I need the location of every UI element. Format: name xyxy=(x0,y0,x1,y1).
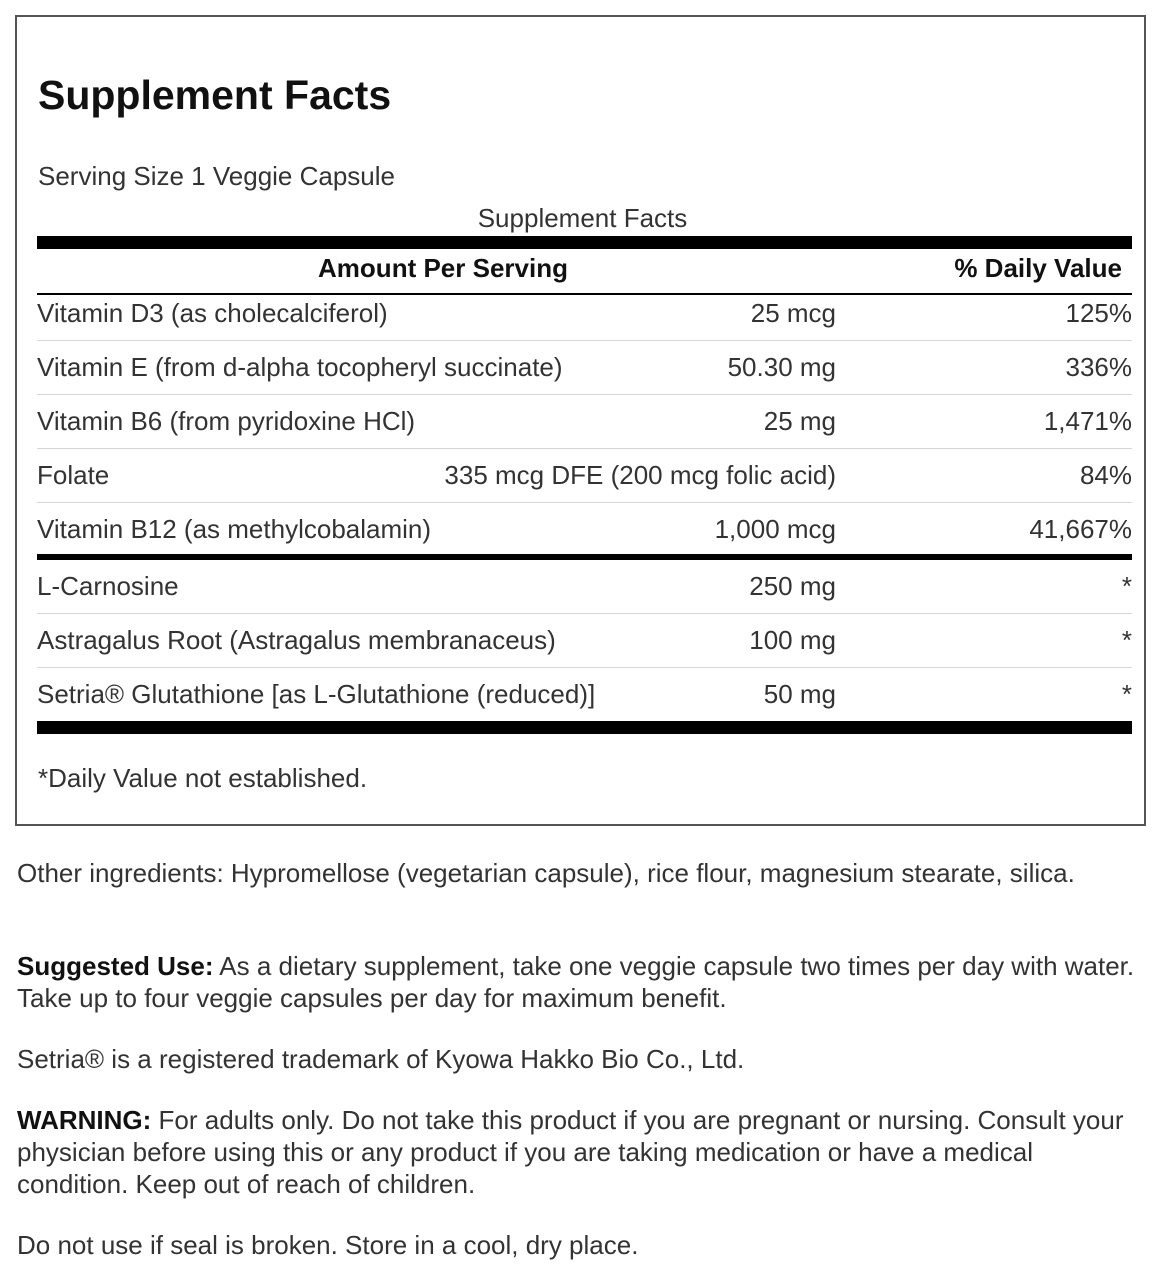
nutrient-daily-value: 336% xyxy=(1065,352,1132,382)
thick-divider-bottom xyxy=(37,721,1132,734)
nutrient-name: Setria® Glutathione [as L-Glutathione (reduced)] xyxy=(37,679,596,709)
table-row xyxy=(37,287,1132,341)
nutrient-amount: 50 mg xyxy=(763,679,836,709)
nutrient-amount: 50.30 mg xyxy=(727,352,836,382)
nutrient-name: Vitamin D3 (as cholecalciferol) xyxy=(37,298,388,328)
serving-size: Serving Size 1 Veggie Capsule xyxy=(38,161,396,191)
table-row xyxy=(37,560,1132,614)
nutrient-daily-value: 1,471% xyxy=(1043,406,1132,436)
nutrient-amount: 1,000 mcg xyxy=(714,514,836,544)
other-ingredients: Other ingredients: Hypromellose (vegetarian capsule), rice flour, magnesium stearate, silica. xyxy=(17,858,1075,888)
nutrient-name: Astragalus Root (Astragalus membranaceus) xyxy=(37,625,556,655)
suggested-use-text: As a dietary supplement, take one veggie capsule two times per day with water. Take up to four veggie capsules per day for maximum benefit. xyxy=(17,951,1135,1013)
nutrient-amount: 100 mg xyxy=(749,625,836,655)
nutrient-name: Vitamin E (from d-alpha tocopheryl succinate) xyxy=(37,352,563,382)
daily-value-footnote: *Daily Value not established. xyxy=(38,763,368,793)
table-row xyxy=(37,668,1132,721)
nutrient-daily-value: * xyxy=(1121,625,1132,655)
panel-subtitle: Supplement Facts xyxy=(477,203,688,233)
suggested-use-label: Suggested Use: xyxy=(17,951,214,981)
panel-title: Supplement Facts xyxy=(38,72,392,118)
table-row xyxy=(37,395,1132,449)
supplement-facts-panel xyxy=(15,15,1146,826)
storage-notice: Do not use if seal is broken. Store in a cool, dry place. xyxy=(17,1230,639,1260)
warning-text: For adults only. Do not take this product if you are pregnant or nursing. Consult your physician before using this or any product if you are taking medication or have a medical condition. Keep out of reach of children. xyxy=(17,1105,1124,1199)
warning xyxy=(17,1104,1142,1200)
nutrient-amount: 335 mcg DFE (200 mcg folic acid) xyxy=(444,460,836,490)
nutrient-daily-value: 41,667% xyxy=(1029,514,1132,544)
nutrient-daily-value: * xyxy=(1121,679,1132,709)
trademark-notice: Setria® is a registered trademark of Kyowa Hakko Bio Co., Ltd. xyxy=(17,1044,745,1074)
nutrient-daily-value: 84% xyxy=(1079,460,1132,490)
nutrient-amount: 250 mg xyxy=(749,571,836,601)
nutrient-daily-value: * xyxy=(1121,571,1132,601)
table-row xyxy=(37,341,1132,395)
nutrient-amount: 25 mcg xyxy=(750,298,836,328)
table-row xyxy=(37,503,1132,556)
warning-label: WARNING: xyxy=(17,1105,152,1135)
nutrient-name: Vitamin B6 (from pyridoxine HCl) xyxy=(37,406,416,436)
thick-divider-top xyxy=(37,236,1132,249)
nutrient-name: Folate xyxy=(37,460,110,490)
nutrient-daily-value: 125% xyxy=(1065,298,1132,328)
nutrient-name: Vitamin B12 (as methylcobalamin) xyxy=(37,514,432,544)
table-row xyxy=(37,614,1132,668)
vitamin-rows xyxy=(37,287,1132,556)
header-amount-per-serving: Amount Per Serving xyxy=(318,253,568,283)
nutrient-name: L-Carnosine xyxy=(37,571,179,601)
other-nutrient-rows xyxy=(37,560,1132,721)
nutrient-amount: 25 mg xyxy=(763,406,836,436)
header-daily-value: % Daily Value xyxy=(954,253,1122,283)
suggested-use xyxy=(17,950,1142,1014)
table-row xyxy=(37,449,1132,503)
